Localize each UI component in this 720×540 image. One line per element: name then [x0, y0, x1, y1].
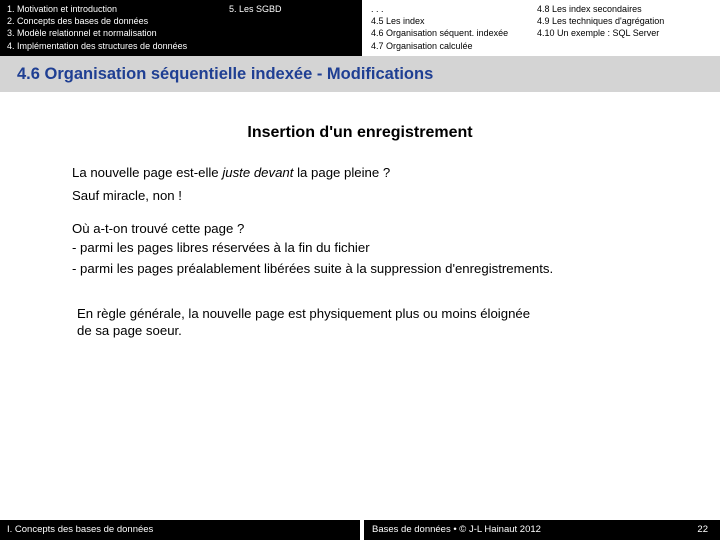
nav-item-chapter-3[interactable]: 3. Modèle relationnel et normalisation: [7, 28, 157, 39]
footer-chapter: I. Concepts des bases de données: [7, 524, 154, 535]
question-line-1: [72, 165, 390, 180]
nav-item-chapter-4[interactable]: 4. Implémentation des structures de données: [7, 40, 188, 51]
question-1-emphasis: juste devant: [222, 165, 294, 180]
section-list-2: [537, 3, 664, 40]
nav-item-section-4-10[interactable]: 4.10 Un exemple : SQL Server: [537, 28, 660, 39]
page-number: 22: [697, 524, 708, 535]
answer-line-1: Sauf miracle, non !: [72, 188, 182, 203]
chapter-nav: [0, 0, 362, 56]
footer-divider: [360, 520, 364, 540]
section-list: [371, 3, 508, 52]
nav-item-section-4-5[interactable]: 4.5 Les index: [371, 16, 425, 27]
nav-item-chapter-5[interactable]: 5. Les SGBD: [229, 4, 282, 14]
nav-item-chapter-2[interactable]: 2. Concepts des bases de données: [7, 16, 149, 27]
nav-item-chapter-1[interactable]: 1. Motivation et introduction: [7, 4, 118, 14]
bullet-free-pages: - parmi les pages libres réservées à la fin du fichier: [72, 240, 370, 255]
conclusion-line-2: de sa page soeur.: [77, 323, 182, 338]
slide-subtitle: Insertion d'un enregistrement: [247, 124, 473, 141]
slide-footer: [0, 520, 720, 540]
question-line-2: Où a-t-on trouvé cette page ?: [72, 221, 245, 236]
nav-item-section-4-9[interactable]: 4.9 Les techniques d'agrégation: [537, 16, 665, 27]
nav-item-section-4-8[interactable]: 4.8 Les index secondaires: [537, 4, 642, 14]
nav-item-section-4-7[interactable]: 4.7 Organisation calculée: [371, 40, 473, 51]
nav-item-section-4-6[interactable]: 4.6 Organisation séquent. indexée: [371, 28, 509, 39]
slide-title-bar: [0, 56, 720, 92]
question-1-suffix: la page pleine ?: [293, 165, 391, 180]
section-nav: [362, 0, 720, 56]
nav-item-ellipsis: . . .: [371, 4, 384, 14]
footer-course: Bases de données • © J-L Hainaut 2012: [372, 524, 541, 535]
conclusion-line-1: En règle générale, la nouvelle page est physiquement plus ou moins éloignée: [77, 306, 531, 321]
chapter-list: [7, 3, 187, 52]
bullet-freed-pages: - parmi les pages préalablement libérées suite à la suppression d'enregistrements.: [72, 261, 554, 276]
question-1-prefix: La nouvelle page est-elle: [72, 165, 223, 180]
slide-title: 4.6 Organisation séquentielle indexée - Modifications: [17, 65, 434, 83]
chapter-list-2: [229, 3, 282, 15]
